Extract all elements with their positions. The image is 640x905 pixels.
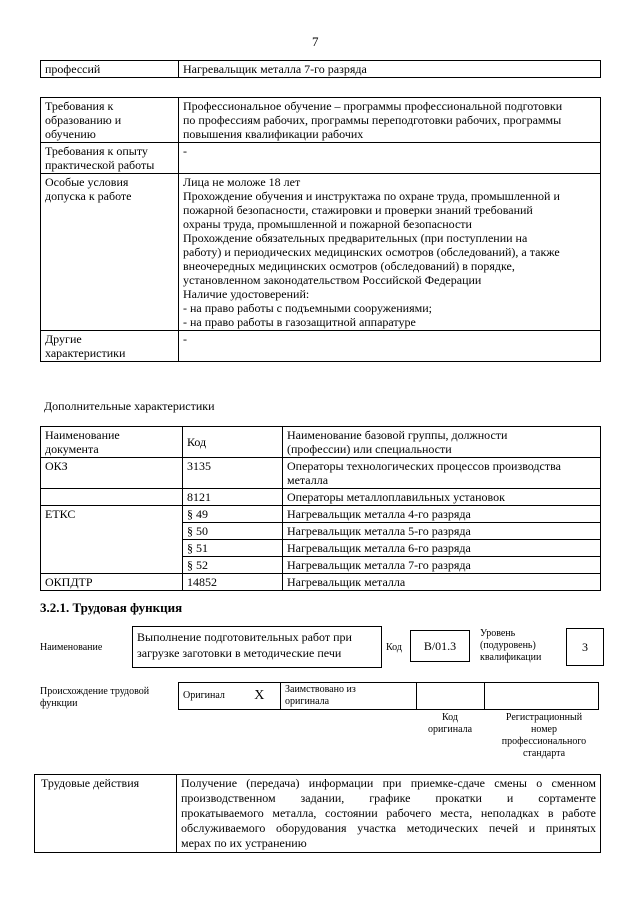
row-doc: ЕТКС xyxy=(41,506,183,523)
table-row xyxy=(41,61,601,78)
table-row xyxy=(41,489,601,506)
table-row xyxy=(41,98,601,143)
row-code: § 51 xyxy=(183,540,283,557)
table-row xyxy=(179,683,599,710)
education-value: Профессиональное обучение – программы профессиональной подготовки по профессиям рабочих, программы переподготовки рабочих, программы повышения квалификации рабочих xyxy=(179,98,601,143)
row-doc xyxy=(41,489,183,506)
header-document: Наименование документа xyxy=(41,427,183,458)
code-value-box: В/01.3 xyxy=(410,630,470,662)
row-doc: ОКПДТР xyxy=(41,574,183,591)
row-code: 8121 xyxy=(183,489,283,506)
page-number: 7 xyxy=(312,34,319,49)
row-name: Операторы технологических процессов производства металла xyxy=(283,458,601,489)
origin-table xyxy=(178,682,599,710)
row-doc xyxy=(41,540,183,557)
profession-value: Нагревальщик металла 7-го разряда xyxy=(179,61,601,78)
original-code-cell xyxy=(417,683,485,710)
education-label: Требования к образованию и обучению xyxy=(41,98,179,143)
table-header-row xyxy=(41,427,601,458)
name-label: Наименование xyxy=(40,642,103,653)
row-doc xyxy=(41,523,183,540)
row-name: Нагревальщик металла 4-го разряда xyxy=(283,506,601,523)
row-name: Нагревальщик металла xyxy=(283,574,601,591)
table-row xyxy=(41,506,601,523)
level-value-box: 3 xyxy=(566,628,604,666)
requirements-table xyxy=(40,97,601,362)
origin-label: Происхождение трудовой функции xyxy=(40,686,150,709)
table-row xyxy=(41,174,601,331)
additional-heading: Дополнительные характеристики xyxy=(44,399,215,413)
original-label: Оригинал xyxy=(179,683,239,710)
row-code: § 52 xyxy=(183,557,283,574)
original-mark: X xyxy=(239,683,281,710)
admission-label: Особые условия допуска к работе xyxy=(41,174,179,331)
row-code: 14852 xyxy=(183,574,283,591)
row-name: Нагревальщик металла 7-го разряда xyxy=(283,557,601,574)
table-row xyxy=(41,557,601,574)
table-row xyxy=(41,574,601,591)
admission-value: Лица не моложе 18 лет Прохождение обучения и инструктажа по охране труда, промышленной и пожарной безопасности, стажировки и проверки знаний требований охраны труда, промышленной и пожарной безопасности Прохождение обязательных предварительных (при поступлении на работу) и периодических медицинских осмотров (обследований), а также внеочередных медицинских осмотров (обследований) в порядке, установленном законодательством Российской Федерации Наличие удостоверений: - на право работы с подъемными сооружениями; - на право работы в газозащитной аппаратуре xyxy=(179,174,601,331)
profession-label: профессий xyxy=(41,61,179,78)
registration-number-cell xyxy=(485,683,599,710)
function-name-box: Выполнение подготовительных работ при загрузке заготовки в методические печи xyxy=(132,626,382,668)
labor-actions-label: Трудовые действия xyxy=(35,775,177,853)
original-code-caption: Код оригинала xyxy=(427,712,473,735)
row-doc: ОКЗ xyxy=(41,458,183,489)
row-code: § 50 xyxy=(183,523,283,540)
other-label: Другие характеристики xyxy=(41,331,179,362)
section-title: 3.2.1. Трудовая функция xyxy=(40,600,183,615)
row-name: Операторы металлоплавильных установок xyxy=(283,489,601,506)
table-row xyxy=(41,523,601,540)
table-row xyxy=(41,143,601,174)
experience-value: - xyxy=(179,143,601,174)
row-name: Нагревальщик металла 6-го разряда xyxy=(283,540,601,557)
code-label: Код xyxy=(386,642,402,653)
row-name: Нагревальщик металла 5-го разряда xyxy=(283,523,601,540)
row-code: 3135 xyxy=(183,458,283,489)
borrowed-label: Заимствовано из оригинала xyxy=(281,683,417,710)
other-value: - xyxy=(179,331,601,362)
table-row xyxy=(41,331,601,362)
row-doc xyxy=(41,557,183,574)
additional-table xyxy=(40,426,601,591)
registration-number-caption: Регистрационный номер профессионального стандарта xyxy=(501,712,587,759)
header-code: Код xyxy=(183,427,283,458)
level-label: Уровень (подуровень) квалификации xyxy=(480,628,542,663)
experience-label: Требования к опыту практической работы xyxy=(41,143,179,174)
profession-table xyxy=(40,60,601,78)
table-row xyxy=(35,775,601,853)
table-row xyxy=(41,458,601,489)
row-code: § 49 xyxy=(183,506,283,523)
table-row xyxy=(41,540,601,557)
header-name: Наименование базовой группы, должности (профессии) или специальности xyxy=(283,427,601,458)
labor-actions-table xyxy=(34,774,601,853)
labor-actions-value: Получение (передача) информации при приемке-сдаче смены о сменном производственном задании, графике прокатки и сортаменте прокатываемого металла, состоянии рабочего места, неполадках в работе обслуживаемого оборудования участка методических печей и принятых мерах по их устранению xyxy=(177,775,601,853)
